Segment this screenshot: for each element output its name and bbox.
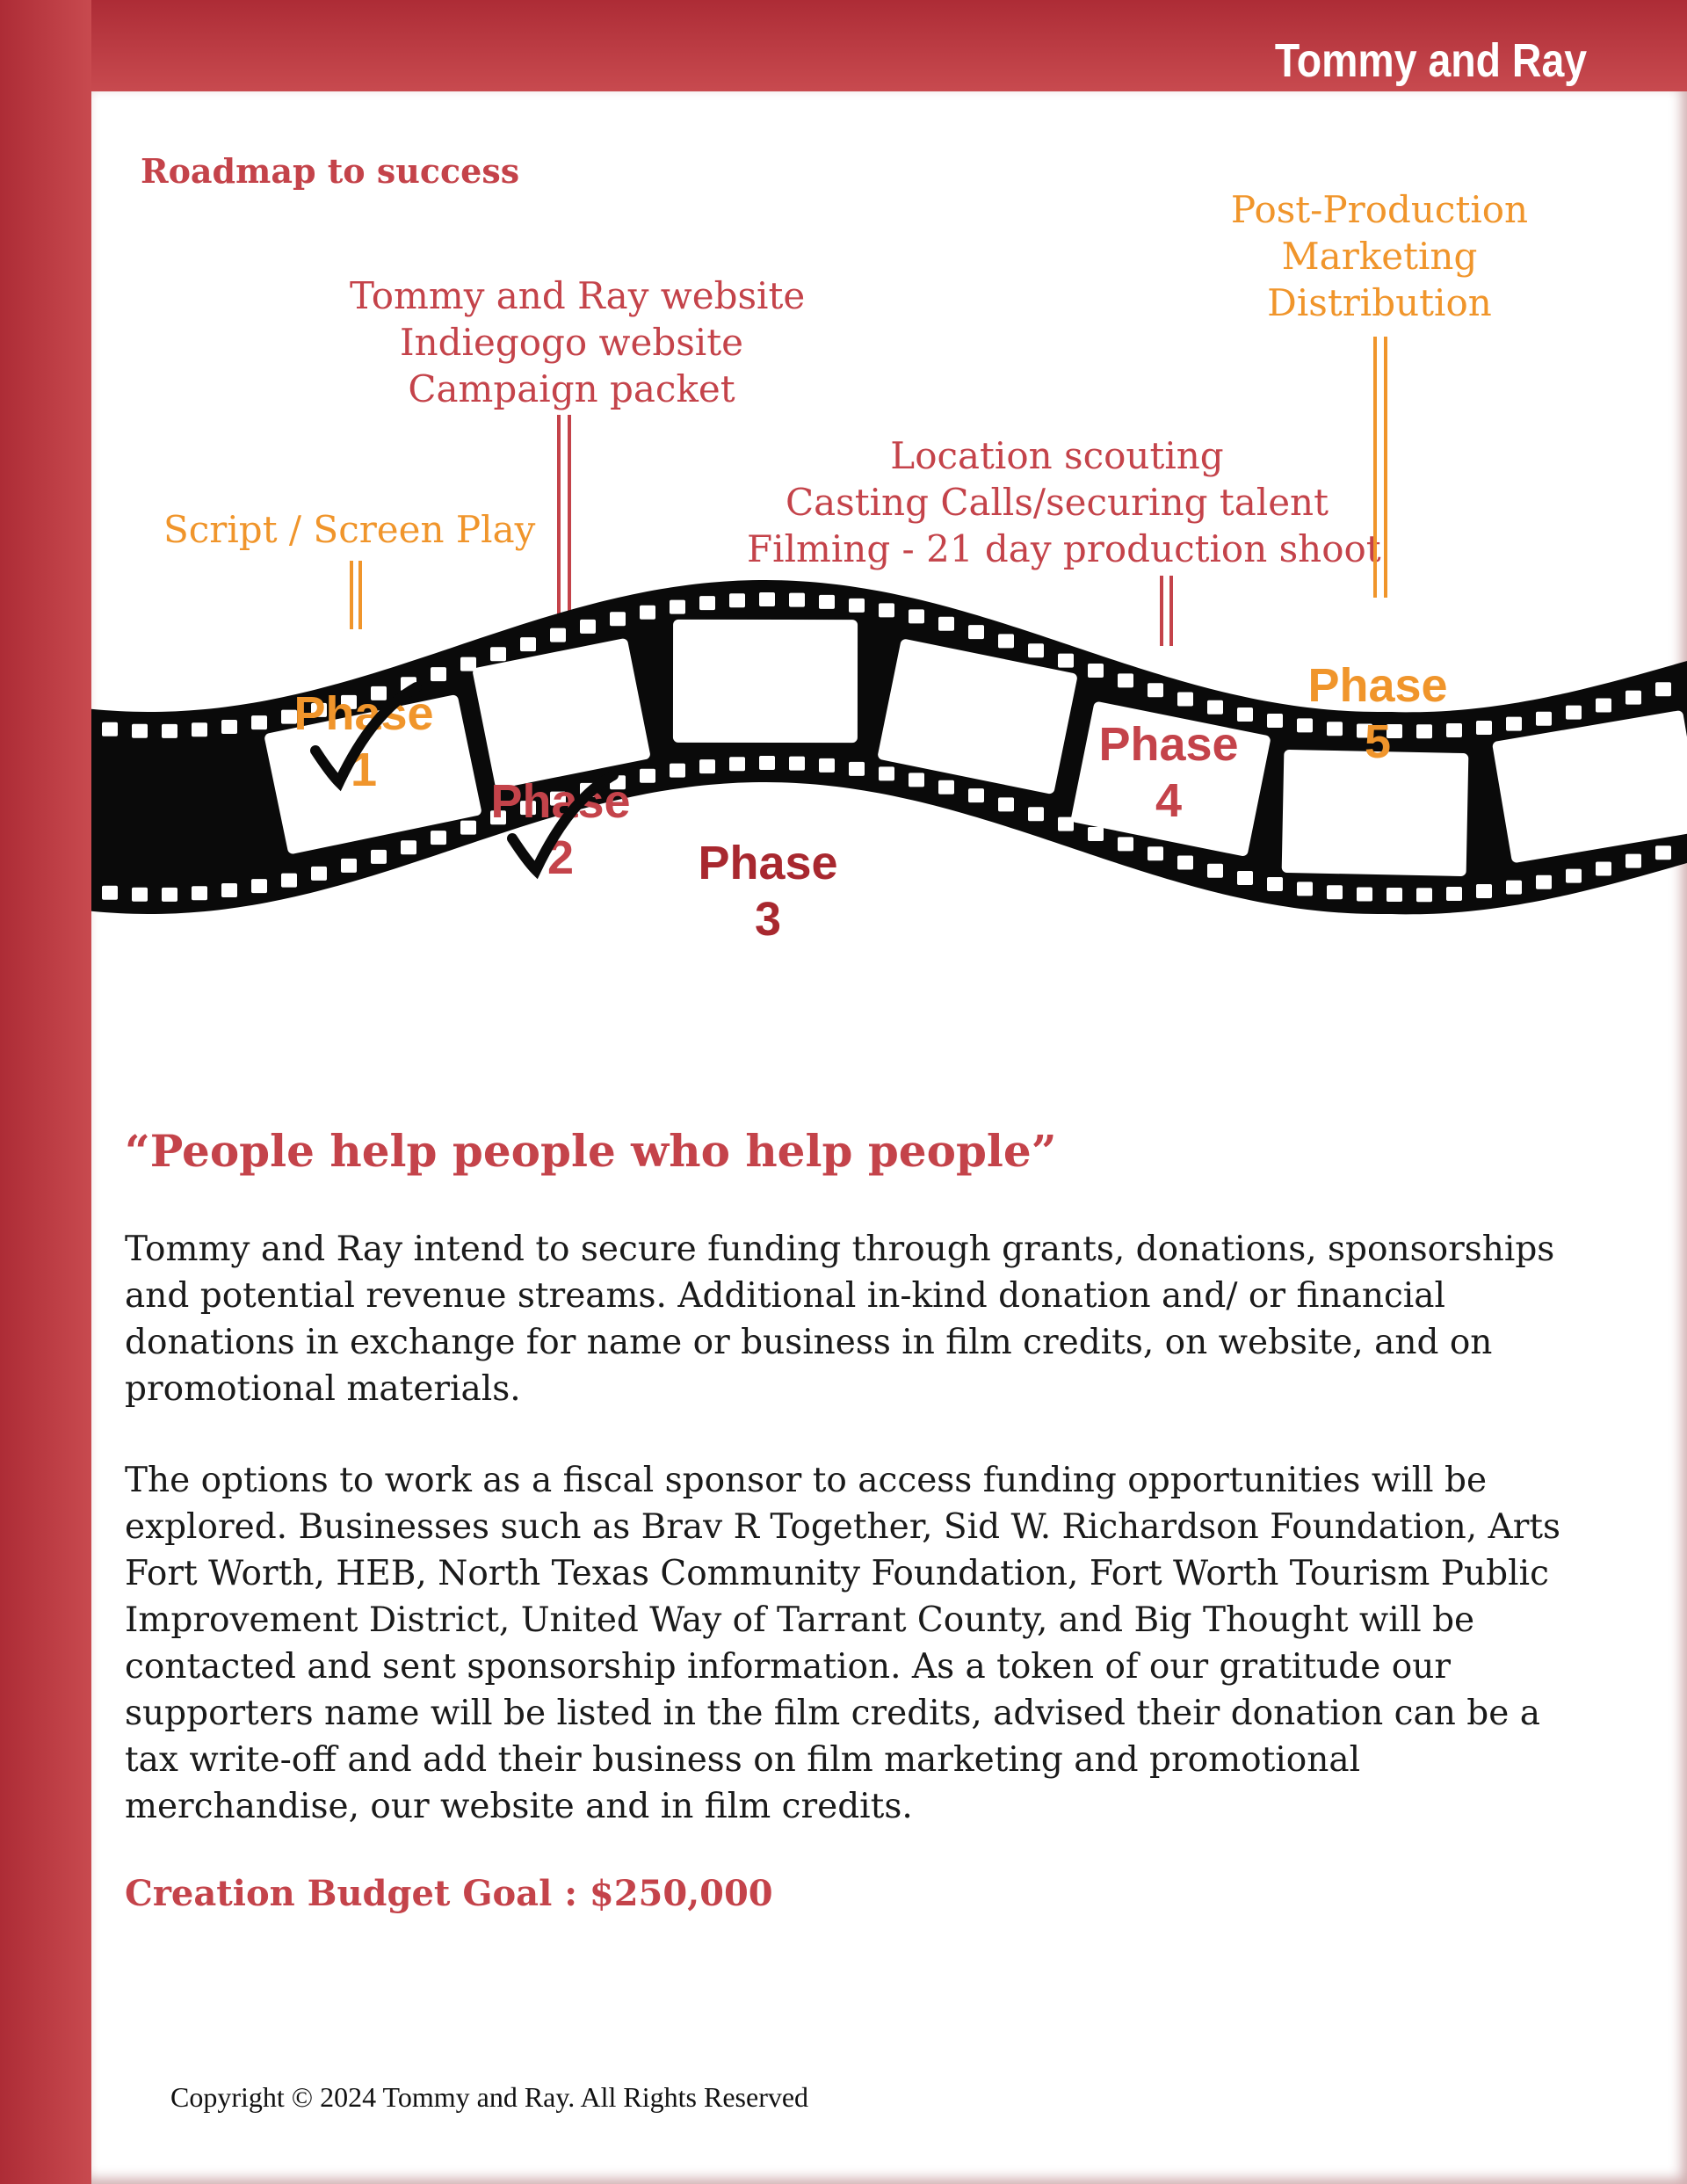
perforation [460, 821, 476, 835]
perforation [1357, 887, 1372, 901]
perforation [819, 595, 835, 609]
perforation [132, 888, 148, 902]
perforation [968, 625, 984, 639]
perforation [1625, 691, 1641, 705]
perforation [1207, 864, 1223, 878]
perforation [341, 859, 357, 873]
perforation [1566, 706, 1582, 720]
perforation [879, 603, 894, 617]
perforation [460, 657, 476, 671]
perforation [1446, 887, 1462, 901]
perforation [1118, 837, 1133, 851]
perforation [102, 886, 118, 900]
perforation [938, 780, 954, 795]
paragraph-funding: Tommy and Ray intend to secure funding through grants, donations, sponsorships and potential revenue streams. Additional in-kind donation and/ or financial donations in exchange for name or business in film credits, on website, and on promotional materials. [125, 1230, 1555, 1409]
perforation [1177, 692, 1193, 706]
phase-word: Phase [698, 837, 838, 889]
phase-number: 4 [1155, 774, 1183, 827]
perforation [1416, 724, 1432, 738]
perforation [520, 637, 536, 651]
perforation [1446, 723, 1462, 737]
perforation [789, 593, 805, 607]
film-frame [1282, 750, 1469, 876]
perforation [1028, 643, 1044, 657]
perforation [251, 879, 267, 893]
perforation [1058, 654, 1074, 668]
perforation [1297, 882, 1313, 896]
perforation [670, 600, 685, 614]
phase-word: Phase [1307, 659, 1448, 712]
perforation [192, 886, 207, 900]
perforation [998, 634, 1014, 648]
phase-label-3 [698, 837, 837, 946]
paragraph-sponsors: The options to work as a fiscal sponsor to access funding opportunities will be explored. Businesses such as Brav R Together, Sid W. Richardson Foundation, Arts Fort Worth, HEB, North Texas Community Foundation, Fort Worth Tourism Public Improvement District, United Way of Tarrant County, and Big Thought will be contacted and sent sponsorship information. As a token of our gratitude our supporters name will be listed in the film credits, advised their donation can be a tax write-off and add their business on film marketing and promotional merchandise, our website and in film credits. [125, 1461, 1561, 1826]
phase-number: 1 [350, 744, 378, 796]
perforation [401, 840, 416, 854]
perforation [580, 620, 596, 634]
perforation [1655, 845, 1671, 860]
roadmap-heading: Roadmap to success [141, 151, 520, 191]
milestone-script-text: Script / Screen Play [163, 508, 536, 551]
perforation [1148, 683, 1163, 697]
milestone-production-line-2: Casting Calls/securing talent [786, 481, 1329, 524]
copyright: Copyright © 2024 Tommy and Ray. All Rights Reserved [170, 2081, 809, 2113]
milestone-post-line-3: Distribution [1267, 281, 1492, 324]
milestone-web-line-3: Campaign packet [408, 367, 735, 410]
perforation [1506, 881, 1522, 895]
perforation [221, 720, 237, 734]
perforation [1655, 682, 1671, 696]
film-frame [673, 620, 858, 743]
perforation [1237, 707, 1253, 722]
perforation [610, 612, 626, 626]
milestone-web-line-1: Tommy and Ray website [350, 274, 806, 317]
milestone-post-line-2: Marketing [1281, 235, 1478, 278]
perforation [1476, 721, 1492, 735]
phase-word: Phase [293, 687, 434, 740]
perforation [849, 762, 865, 776]
perforation [879, 766, 894, 780]
perforation [1566, 869, 1582, 883]
perforation [938, 617, 954, 631]
budget-goal: Creation Budget Goal : $250,000 [125, 1873, 773, 1914]
perforation [1416, 888, 1432, 902]
phase-number: 2 [547, 831, 575, 884]
filmstrip [91, 545, 1687, 1019]
perforation [162, 888, 177, 902]
perforation [1237, 871, 1253, 885]
perforation [1625, 854, 1641, 868]
perforation [1028, 807, 1044, 821]
perforation [490, 647, 506, 661]
phase-word: Phase [1098, 718, 1239, 771]
perforation [968, 788, 984, 802]
perforation [192, 722, 207, 736]
perforation [640, 769, 655, 783]
perforation [909, 773, 924, 787]
perforation [670, 764, 685, 778]
perforation [789, 757, 805, 771]
perforation [699, 596, 715, 610]
perforation [1596, 862, 1611, 876]
perforation [1506, 717, 1522, 731]
perforation [1267, 877, 1283, 891]
perforation [311, 867, 327, 881]
perforation [1387, 888, 1402, 902]
perforation [1177, 855, 1193, 869]
perforation [1207, 700, 1223, 715]
perforation [699, 759, 715, 773]
filmstrip-body [91, 580, 1687, 914]
brand-title: Tommy and Ray [1274, 34, 1587, 87]
perforation [1476, 884, 1492, 898]
milestone-production-line-1: Location scouting [890, 434, 1224, 477]
perforation [1536, 875, 1552, 889]
perforation [849, 599, 865, 613]
perforation [640, 606, 655, 620]
perforation [162, 724, 177, 738]
perforation [1148, 846, 1163, 860]
perforation [909, 609, 924, 623]
perforation [1596, 699, 1611, 713]
phase-word: Phase [490, 775, 631, 828]
perforation [1327, 722, 1343, 736]
perforation [819, 758, 835, 773]
perforation [759, 756, 775, 770]
perforation [550, 628, 566, 642]
perforation [102, 722, 118, 736]
perforation [1267, 714, 1283, 728]
perforation [759, 592, 775, 606]
perforation [1088, 664, 1104, 678]
perforation [371, 850, 387, 864]
perforation [729, 593, 745, 607]
milestone-production-line-3: Filming - 21 day production shoot [747, 527, 1381, 570]
milestone-web-line-2: Indiegogo website [400, 321, 743, 364]
perforation [431, 667, 446, 681]
quote: “People help people who help people” [125, 1125, 1057, 1177]
milestone-post-line-1: Post-Production [1230, 188, 1529, 231]
perforation [729, 757, 745, 771]
perforation [132, 724, 148, 738]
perforation [1327, 885, 1343, 899]
perforation [1297, 718, 1313, 732]
phase-number: 5 [1364, 715, 1392, 768]
perforation [1536, 712, 1552, 726]
perforation [1058, 817, 1074, 831]
perforation [431, 831, 446, 845]
perforation [251, 715, 267, 729]
phase-number: 3 [754, 893, 782, 946]
perforation [1118, 673, 1133, 687]
perforation [281, 874, 297, 888]
perforation [998, 797, 1014, 811]
perforation [1088, 827, 1104, 841]
perforation [221, 883, 237, 897]
